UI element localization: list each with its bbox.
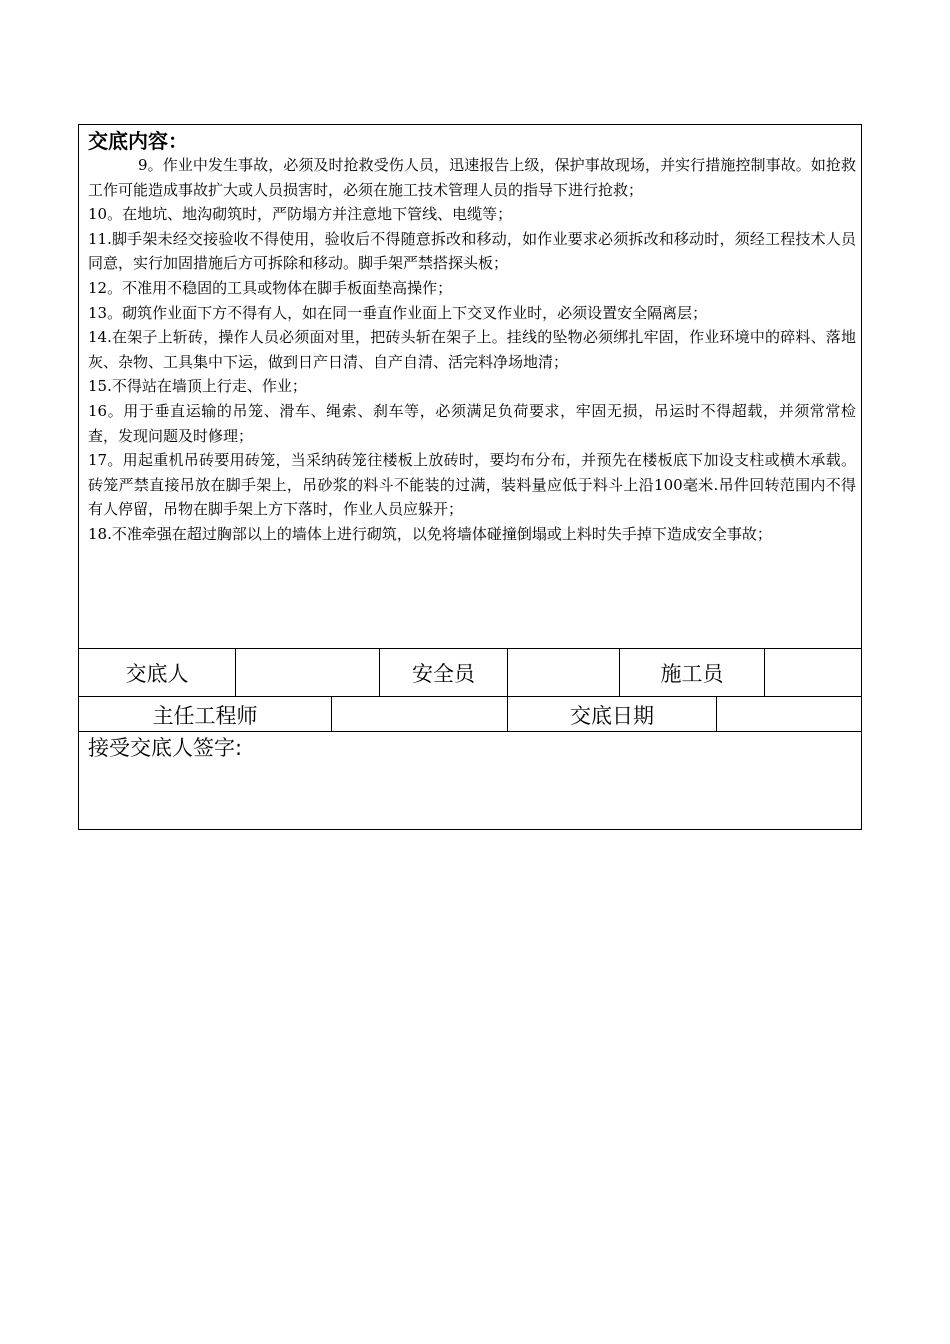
list-item: 10。在地坑、地沟砌筑时，严防塌方并注意地下管线、电缆等； — [88, 205, 513, 224]
list-item: 14.在架子上斩砖，操作人员必须面对里，把砖头斩在架子上。挂线的坠物必须绑扎牢固，作业环境中的碎料、落地灰、杂物、工具集中下运，做到日产日清、自产自清、活完料净场地清； — [88, 328, 856, 371]
list-item: 11.脚手架未经交接验收不得使用，验收后不得随意拆改和移动，如作业要求必须拆改和移动时，须经工程技术人员同意，实行加固措施后方可拆除和移动。脚手架严禁搭探头板； — [88, 229, 856, 273]
content-section — [79, 125, 861, 649]
disclosure-date-label: 交底日期 — [507, 697, 716, 732]
safety-officer-label: 安全员 — [379, 649, 507, 697]
list-item: 16。用于垂直运输的吊笼、滑车、绳索、刹车等，必须满足负荷要求，牢固无损，吊运时不得超载，并须常常检查，发现问题及时修理； — [88, 401, 856, 445]
list-item: 12。不准用不稳固的工具或物体在脚手板面垫高操作； — [88, 278, 453, 297]
discloser-label: 交底人 — [125, 662, 189, 686]
constructor-field[interactable] — [764, 649, 861, 697]
discloser-field[interactable] — [235, 649, 379, 697]
signature-row-2 — [79, 696, 861, 732]
list-item: 13。砌筑作业面下方不得有人，如在同一垂直作业面上下交叉作业时，必须设置安全隔离层； — [88, 303, 708, 322]
chief-engineer-label: 主任工程师 — [152, 703, 258, 728]
list-item: 17。用起重机吊砖要用砖笼，当采纳砖笼往楼板上放砖时，要均布分布，并预先在楼板底下加设支柱或横木承载。砖笼严禁直接吊放在脚手架上，吊砂浆的料斗不能装的过满，装料量应低于料斗上沿100毫米.吊件回转范围内不得有人停留，吊物在脚手架上方下落时，作业人员应躲开； — [88, 451, 856, 519]
list-item: 15.不得站在墙顶上行走、作业； — [88, 377, 307, 396]
receiver-signature-row[interactable] — [79, 731, 861, 830]
signature-row-1 — [79, 648, 861, 697]
content-heading: 交底内容： — [88, 129, 188, 153]
list-item: 9。作业中发生事故，必须及时抢救受伤人员，迅速报告上级，保护事故现场，并实行措施控制事故。如抢救工作可能造成事故扩大或人员损害时，必须在施工技术管理人员的指导下进行抢救； — [88, 156, 856, 199]
safety-officer-field[interactable] — [507, 649, 619, 697]
disclosure-date-field[interactable] — [716, 697, 861, 732]
disclosure-items — [88, 153, 856, 547]
receiver-signature-label: 接受交底人签字: — [88, 736, 243, 760]
chief-engineer-field[interactable] — [331, 697, 507, 732]
list-item: 18.不准牵强在超过胸部以上的墙体上进行砌筑，以免将墙体碰撞倒塌或上料时失手掉下造成安全事故； — [88, 524, 772, 543]
constructor-label: 施工员 — [619, 649, 764, 697]
safety-disclosure-form — [78, 124, 862, 830]
